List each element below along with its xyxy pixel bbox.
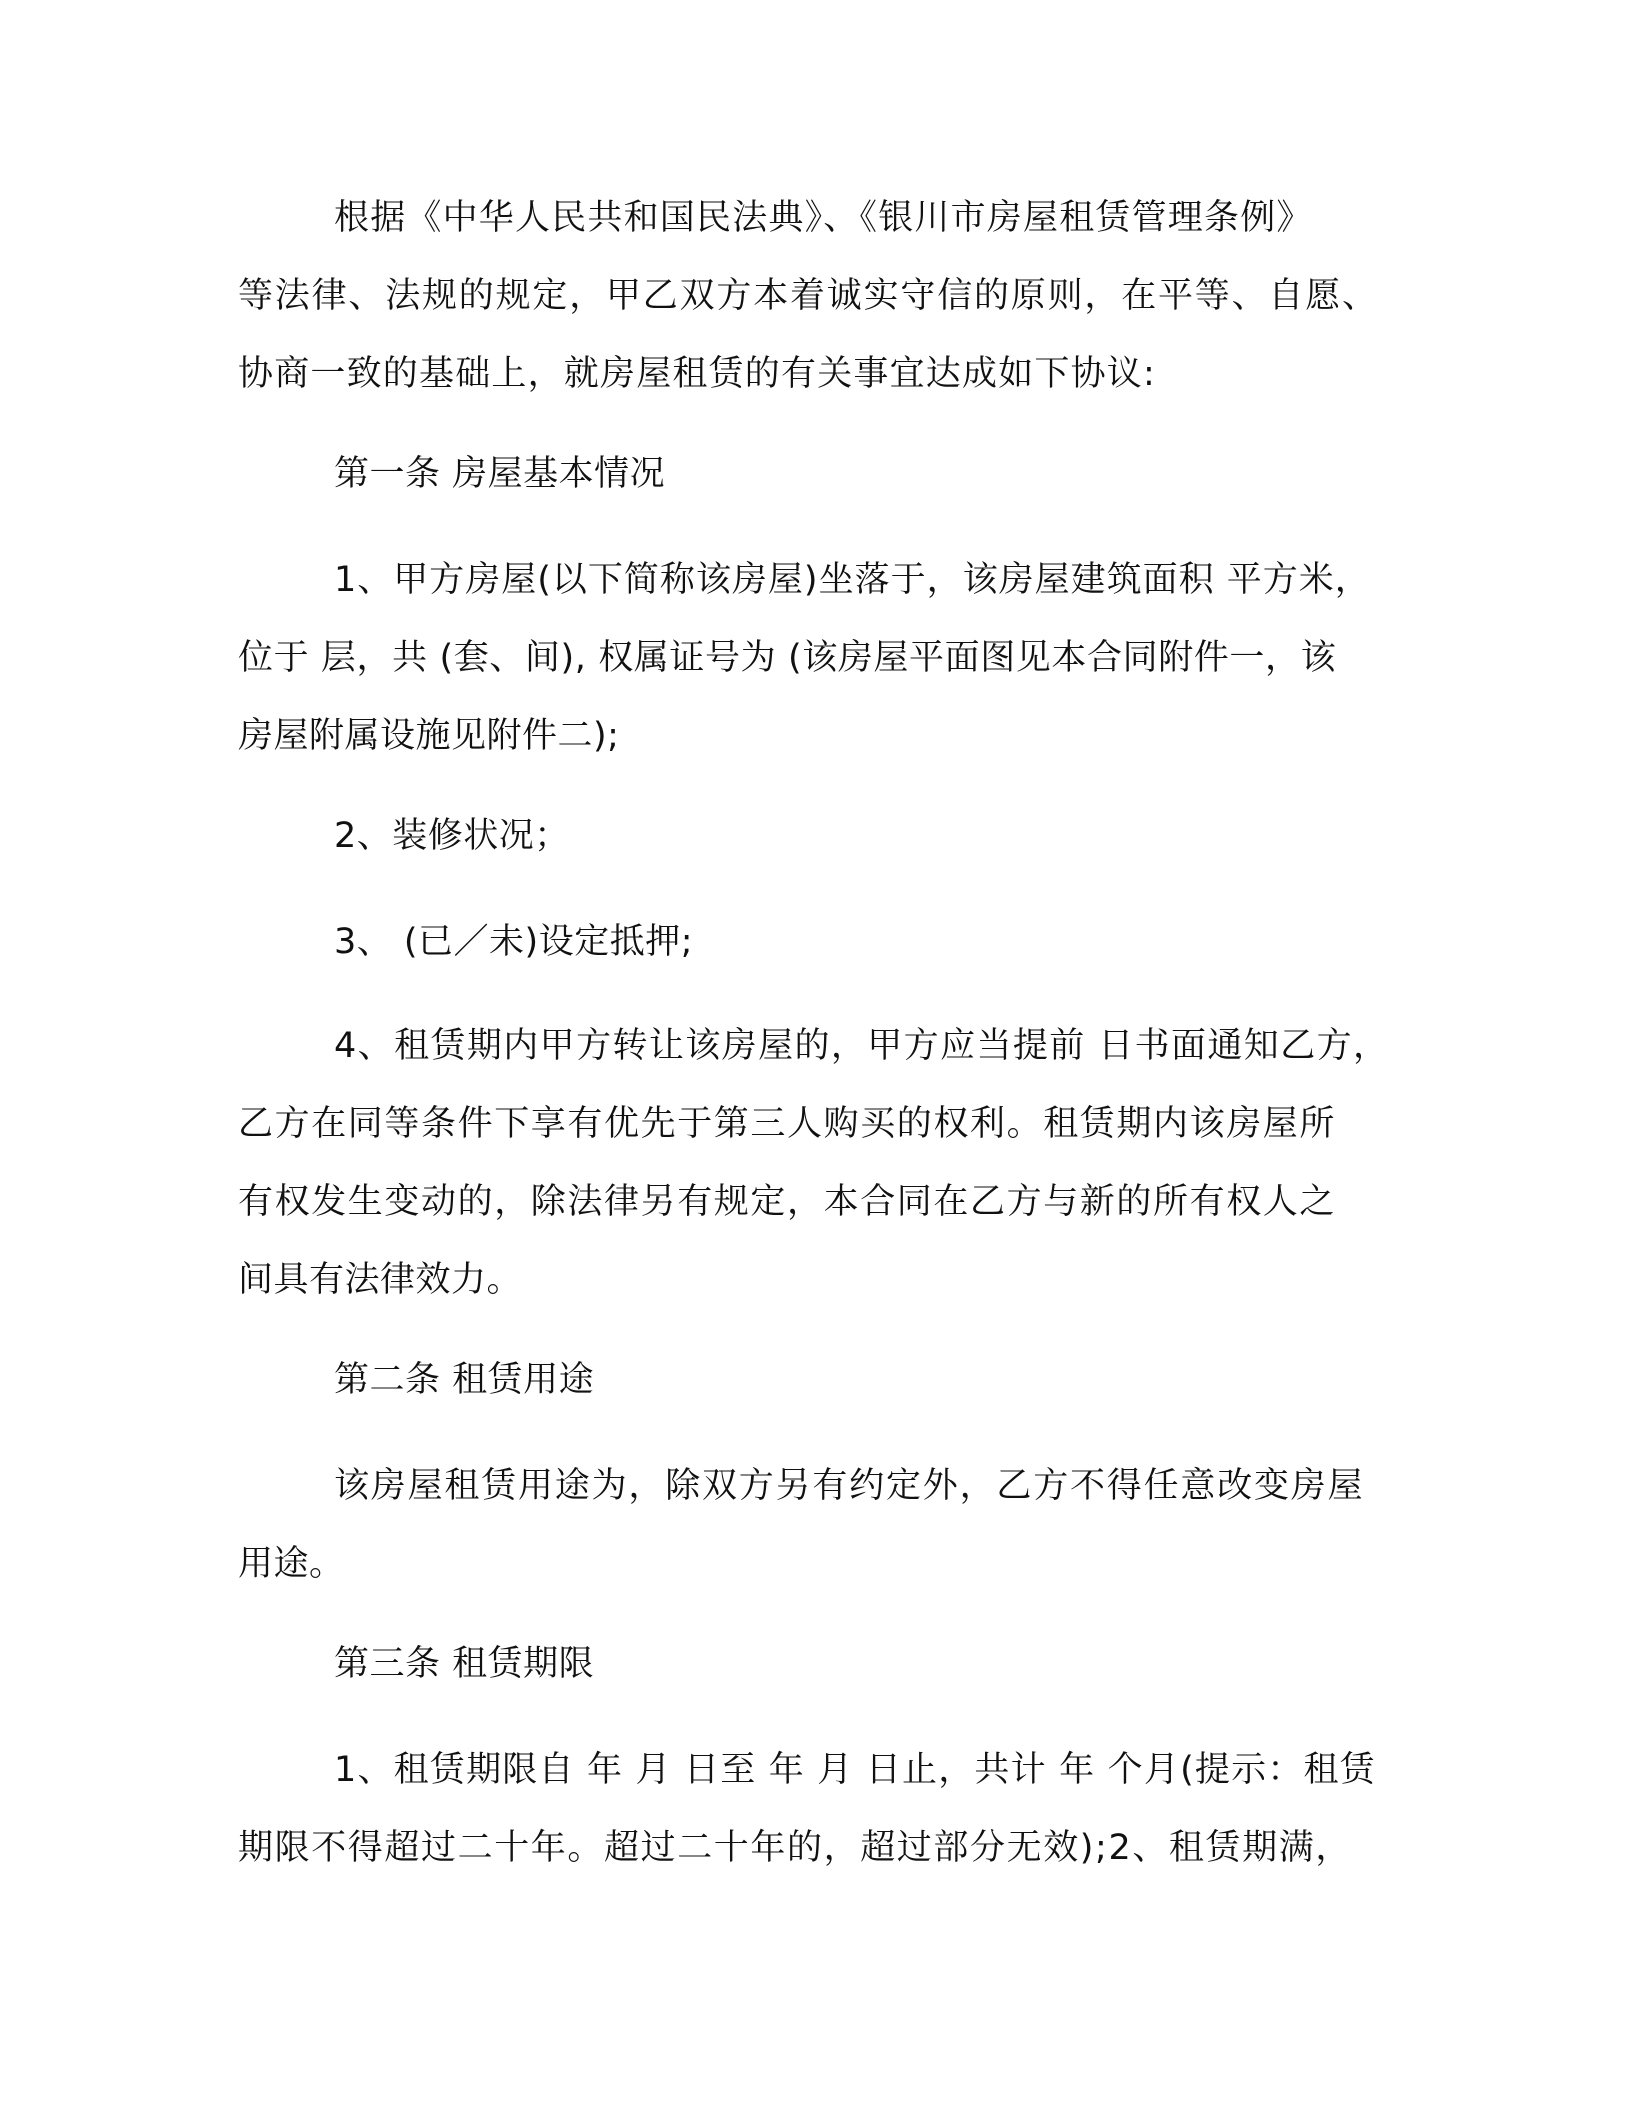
- paragraph-line: 4、租赁期内甲方转让该房屋的，甲方应当提前 日书面通知乙方，: [334, 1026, 1390, 1066]
- paragraph-line: 期限不得超过二十年。超过二十年的，超过部分无效);2、租赁期满，: [238, 1828, 1352, 1868]
- section-heading: 第三条 租赁期限: [334, 1644, 595, 1684]
- paragraph-line: 根据《中华人民共和国民法典》、《银川市房屋租赁管理条例》: [334, 198, 1313, 238]
- paragraph-line: 该房屋租赁用途为，除双方另有约定外，乙方不得任意改变房屋: [334, 1466, 1365, 1506]
- section-heading: 第二条 租赁用途: [334, 1360, 595, 1400]
- paragraph-line: 1、租赁期限自 年 月 日至 年 月 日止，共计 年 个月(提示：租赁: [334, 1750, 1376, 1790]
- paragraph-line: 有权发生变动的，除法律另有规定，本合同在乙方与新的所有权人之: [238, 1182, 1337, 1222]
- paragraph-line: 间具有法律效力。: [238, 1260, 523, 1300]
- paragraph-line: 房屋附属设施见附件二);: [238, 716, 620, 756]
- paragraph-line: 1、甲方房屋(以下简称该房屋)坐落于，该房屋建筑面积 平方米，: [334, 560, 1371, 600]
- paragraph-line: 乙方在同等条件下享有优先于第三人购买的权利。租赁期内该房屋所: [238, 1104, 1337, 1144]
- paragraph-line: 等法律、法规的规定，甲乙双方本着诚实守信的原则，在平等、自愿、: [238, 276, 1379, 316]
- paragraph-line: 位于 层，共 (套、间), 权属证号为 (该房屋平面图见本合同附件一，该: [238, 638, 1337, 678]
- paragraph-line: 协商一致的基础上，就房屋租赁的有关事宜达成如下协议:: [238, 354, 1156, 394]
- paragraph-line: 2、装修状况；: [334, 816, 570, 856]
- paragraph-line: 3、 (已／未)设定抵押;: [334, 922, 693, 962]
- section-heading: 第一条 房屋基本情况: [334, 454, 666, 494]
- paragraph-line: 用途。: [238, 1544, 345, 1584]
